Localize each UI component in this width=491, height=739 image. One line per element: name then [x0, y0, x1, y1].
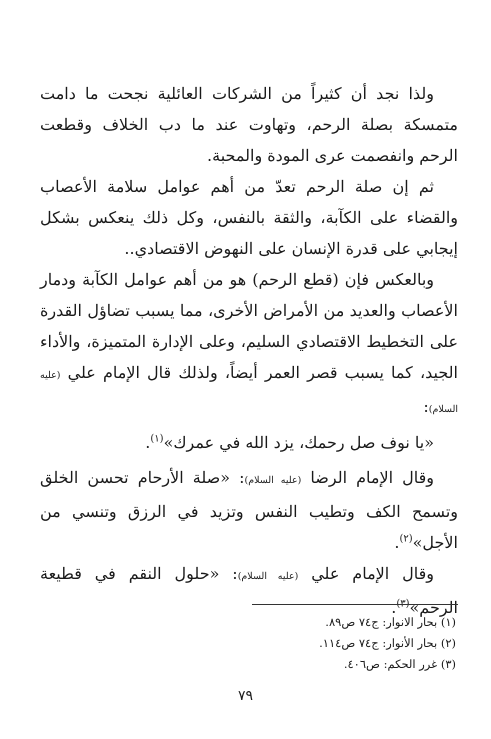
paragraph-text: وبالعكس فإن (قطع الرحم) هو من أهم عوامل الكآبة ودمار الأعصاب والعديد من الأمراض الأخرى، مما يسبب تضاؤل القدرة على التخطيط الاقتصادي السليم، وعلى الإدارة المتميزة، والأداء الجيد، كما يسبب قصر العمر أيضاً، ولذلك قال الإمام علي [40, 270, 458, 382]
body-text [40, 78, 458, 623]
paragraph-text: وقال الإمام الرضا [310, 468, 435, 487]
honorific-note: (عليه السلام) [40, 370, 458, 415]
quote-end: . [145, 433, 151, 452]
paragraph-tail: : «حلول النقم في قطيعة الرحم» [40, 564, 458, 617]
paragraph-severing-kinship [40, 264, 458, 425]
footnote-ref-3: (٣) [396, 598, 410, 610]
footnote-ref-2: (٢) [399, 533, 413, 545]
footnote-ref-1: (١) [150, 433, 164, 445]
paragraph-text: ثم إن صلة الرحم تعدّ من أهم عوامل سلامة الأعصاب والقضاء على الكآبة، والثقة بالنفس، وكل ذلك ينعكس بشكل إيجابي على قدرة الإنسان على النهوض الاقتصادي.. [40, 177, 458, 258]
paragraph-nerve-health [40, 171, 458, 264]
footnote-2: (٢) بحار الأنوار: ج٧٤ ص١١٤. [319, 636, 456, 650]
paragraph-end: . [391, 598, 397, 617]
footnote-3: (٣) غرر الحكم: ص٤٠٦. [343, 657, 456, 671]
paragraph-end: . [394, 533, 400, 552]
paragraph-tail: : «صلة الأرحام تحسن الخلق وتسمح الكف وتطيب النفس وتزيد في الرزق وتنسي من الأجل» [40, 468, 458, 552]
footnote-divider [252, 604, 458, 605]
quote-imam-ali-nawf [40, 427, 458, 458]
paragraph-family-companies [40, 78, 458, 171]
paragraph-text: ولذا نجد أن كثيراً من الشركات العائلية نجحت ما دامت متمسكة بصلة الرحم، وتهاوت عند ما دب الخلاف وقطعت الرحم وانفصمت عرى المودة والمحبة. [40, 84, 458, 165]
honorific-note: (عليه السلام) [244, 475, 302, 486]
page-number: ٧٩ [237, 688, 254, 704]
footnotes [40, 612, 458, 675]
quote-text: «يا نوف صل رحمك، يزد الله في عمرك» [163, 433, 434, 452]
paragraph-imam-rida [40, 462, 458, 558]
paragraph-text: وقال الإمام علي [311, 564, 435, 583]
honorific-note: (عليه السلام) [237, 571, 299, 582]
footnote-1: (١) بحار الانوار: ج٧٤ ص٨٩. [325, 615, 456, 629]
paragraph-tail: : [423, 397, 429, 416]
